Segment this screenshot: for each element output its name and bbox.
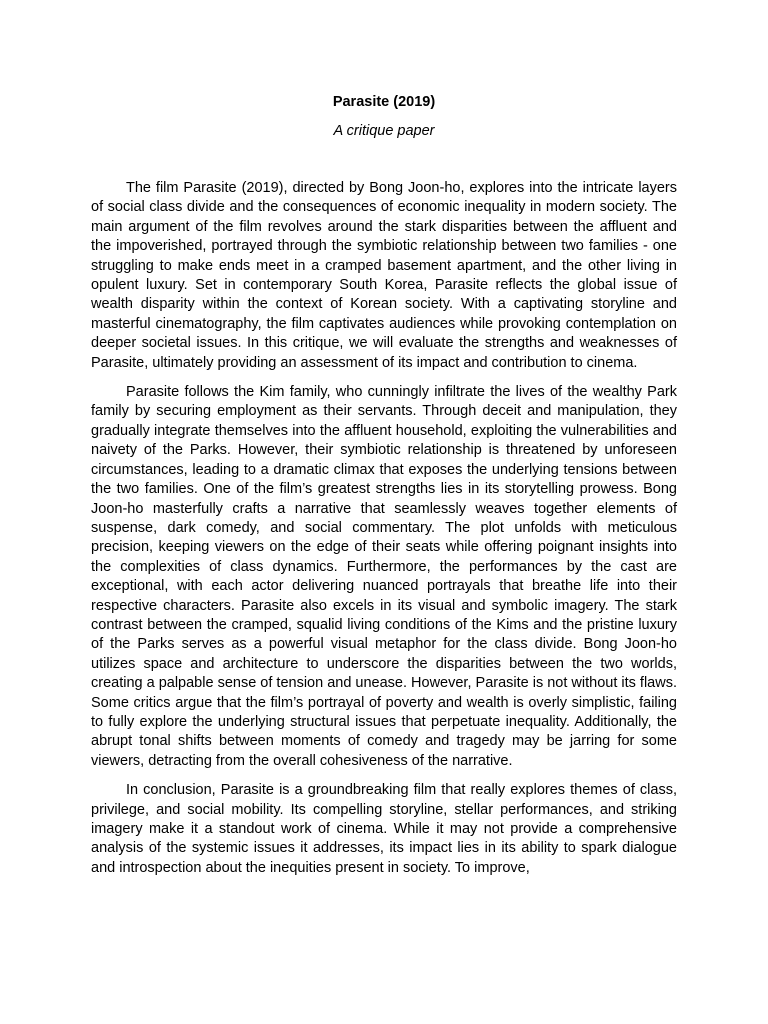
paragraph-introduction: The film Parasite (2019), directed by Bong Joon-ho, explores into the intricate layers of social class divide and the consequences of economic inequality in modern society. The main argument of the film revolves around the stark disparities between the affluent and the impoverished, portrayed through the symbiotic relationship between two families - one struggling to make ends meet in a cramped basement apartment, and the other living in opulent luxury. Set in contemporary South Korea, Parasite reflects the global issue of wealth disparity within the context of Korean society. With a captivating storyline and masterful cinematography, the film captivates audiences while provoking contemplation on deeper societal issues. In this critique, we will evaluate the strengths and weaknesses of Parasite, ultimately providing an assessment of its impact and contribution to cinema. — [91, 180, 677, 371]
paragraph-analysis: Parasite follows the Kim family, who cunningly infiltrate the lives of the wealthy Park family by securing employment as their servants. Through deceit and manipulation, they gradually integrate themselves into the affluent household, exploiting the vulnerabilities and naivety of the Parks. However, their symbiotic relationship is threatened by unforeseen circumstances, leading to a dramatic climax that exposes the underlying tensions between the two families. One of the film’s greatest strengths lies in its storytelling prowess. Bong Joon-ho masterfully crafts a narrative that seamlessly weaves together elements of suspense, dark comedy, and social commentary. The plot unfolds with meticulous precision, keeping viewers on the edge of their seats while offering poignant insights into the complexities of class dynamics. Furthermore, the performances by the cast are exceptional, with each actor delivering nuanced portrayals that breathe life into their respective characters. Parasite also excels in its visual and symbolic imagery. The stark contrast between the cramped, squalid living conditions of the Kims and the pristine luxury of the Parks serves as a powerful visual metaphor for the class divide. Bong Joon-ho utilizes space and architecture to underscore the disparities between the two worlds, creating a palpable sense of tension and unease. However, Parasite is not without its flaws. Some critics argue that the film’s portrayal of poverty and wealth is overly simplistic, failing to fully explore the underlying structural issues that perpetuate inequality. Additionally, the abrupt tonal shifts between moments of comedy and tragedy may be jarring for some viewers, detracting from the overall cohesiveness of the narrative. — [91, 384, 677, 769]
document-page — [91, 93, 677, 888]
document-subtitle: A critique paper — [333, 123, 435, 139]
document-title: Parasite (2019) — [332, 94, 436, 110]
paragraph-conclusion: In conclusion, Parasite is a groundbreaking film that really explores themes of class, privilege, and social mobility. Its compelling storyline, stellar performances, and striking imagery make it a standout work of cinema. While it may not provide a comprehensive analysis of the systemic issues it addresses, its impact lies in its ability to spark dialogue and introspection about the inequities present in society. To improve, — [91, 782, 677, 876]
document-body — [91, 179, 677, 878]
